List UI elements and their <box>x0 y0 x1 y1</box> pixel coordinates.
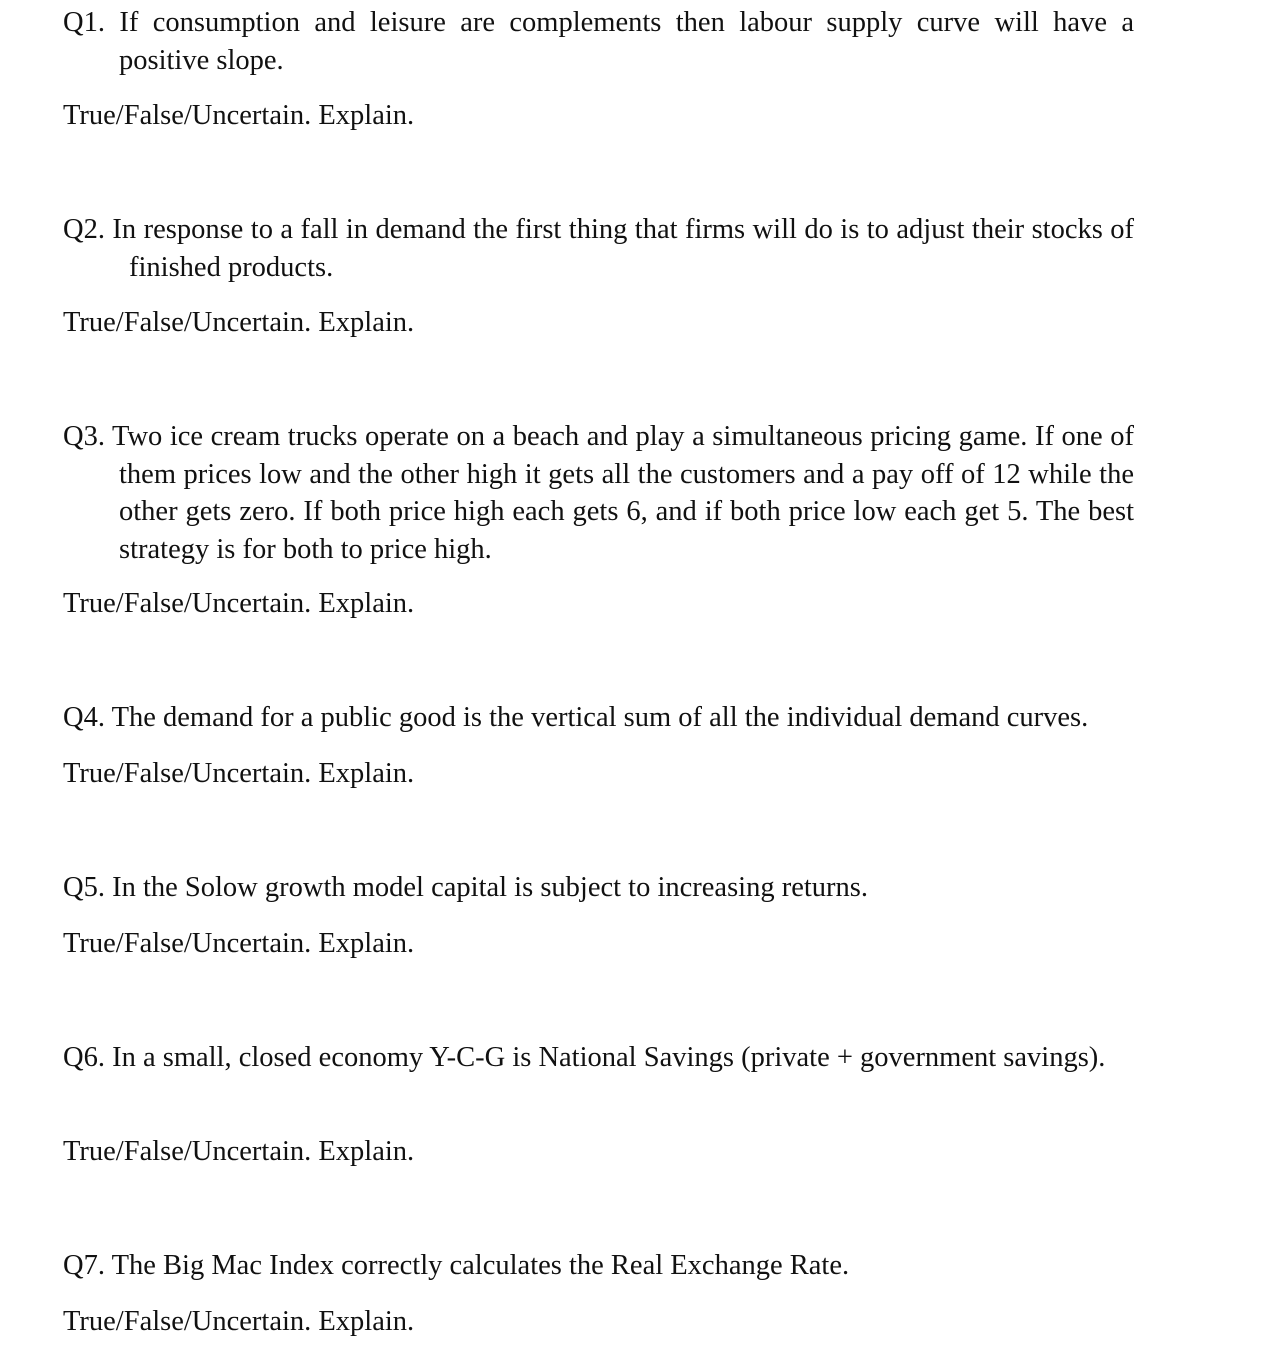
question-5-body: In the Solow growth model capital is subject to increasing returns. <box>112 872 868 903</box>
question-7 <box>63 1247 849 1285</box>
question-7-label: Q7. <box>63 1250 105 1281</box>
question-1 <box>63 4 1134 79</box>
question-1-body: If consumption and leisure are complements then labour supply curve will have a positive slope. <box>119 7 1135 76</box>
question-4-body: The demand for a public good is the vertical sum of all the individual demand curves. <box>111 702 1089 733</box>
question-7-prompt: True/False/Uncertain. Explain. <box>63 1306 415 1337</box>
question-2-prompt: True/False/Uncertain. Explain. <box>63 307 415 338</box>
question-2 <box>63 211 1134 286</box>
question-3-text <box>63 418 1134 568</box>
question-5-prompt: True/False/Uncertain. Explain. <box>63 928 415 959</box>
question-4-label: Q4. <box>63 702 105 733</box>
question-4 <box>63 699 1088 737</box>
question-6-body: In a small, closed economy Y-C-G is National Savings (private + government savings). <box>112 1042 1106 1073</box>
question-7-body: The Big Mac Index correctly calculates the Real Exchange Rate. <box>111 1250 850 1281</box>
question-4-prompt: True/False/Uncertain. Explain. <box>63 758 415 789</box>
question-1-text <box>63 4 1134 79</box>
question-2-label: Q2. <box>63 214 105 245</box>
question-2-body: In response to a fall in demand the first thing that firms will do is to adjust their stocks of finished products. <box>112 214 1134 283</box>
question-3-body: Two ice cream trucks operate on a beach and play a simultaneous pricing game. If one of them prices low and the other high it gets all the customers and a pay off of 12 while the other gets zero. If both price high each gets 6, and if both price low each get 5. The best strategy is for both to price high. <box>112 421 1134 565</box>
question-1-label: Q1. <box>63 7 105 38</box>
question-6-prompt: True/False/Uncertain. Explain. <box>63 1136 415 1167</box>
question-3-prompt: True/False/Uncertain. Explain. <box>63 588 415 619</box>
question-5 <box>63 869 868 907</box>
question-6 <box>63 1039 1134 1077</box>
question-6-text <box>63 1039 1134 1077</box>
question-3-label: Q3. <box>63 421 105 452</box>
question-5-label: Q5. <box>63 872 105 903</box>
question-3 <box>63 418 1134 568</box>
question-1-prompt: True/False/Uncertain. Explain. <box>63 100 415 131</box>
question-6-label: Q6. <box>63 1042 105 1073</box>
question-2-text <box>63 211 1134 286</box>
